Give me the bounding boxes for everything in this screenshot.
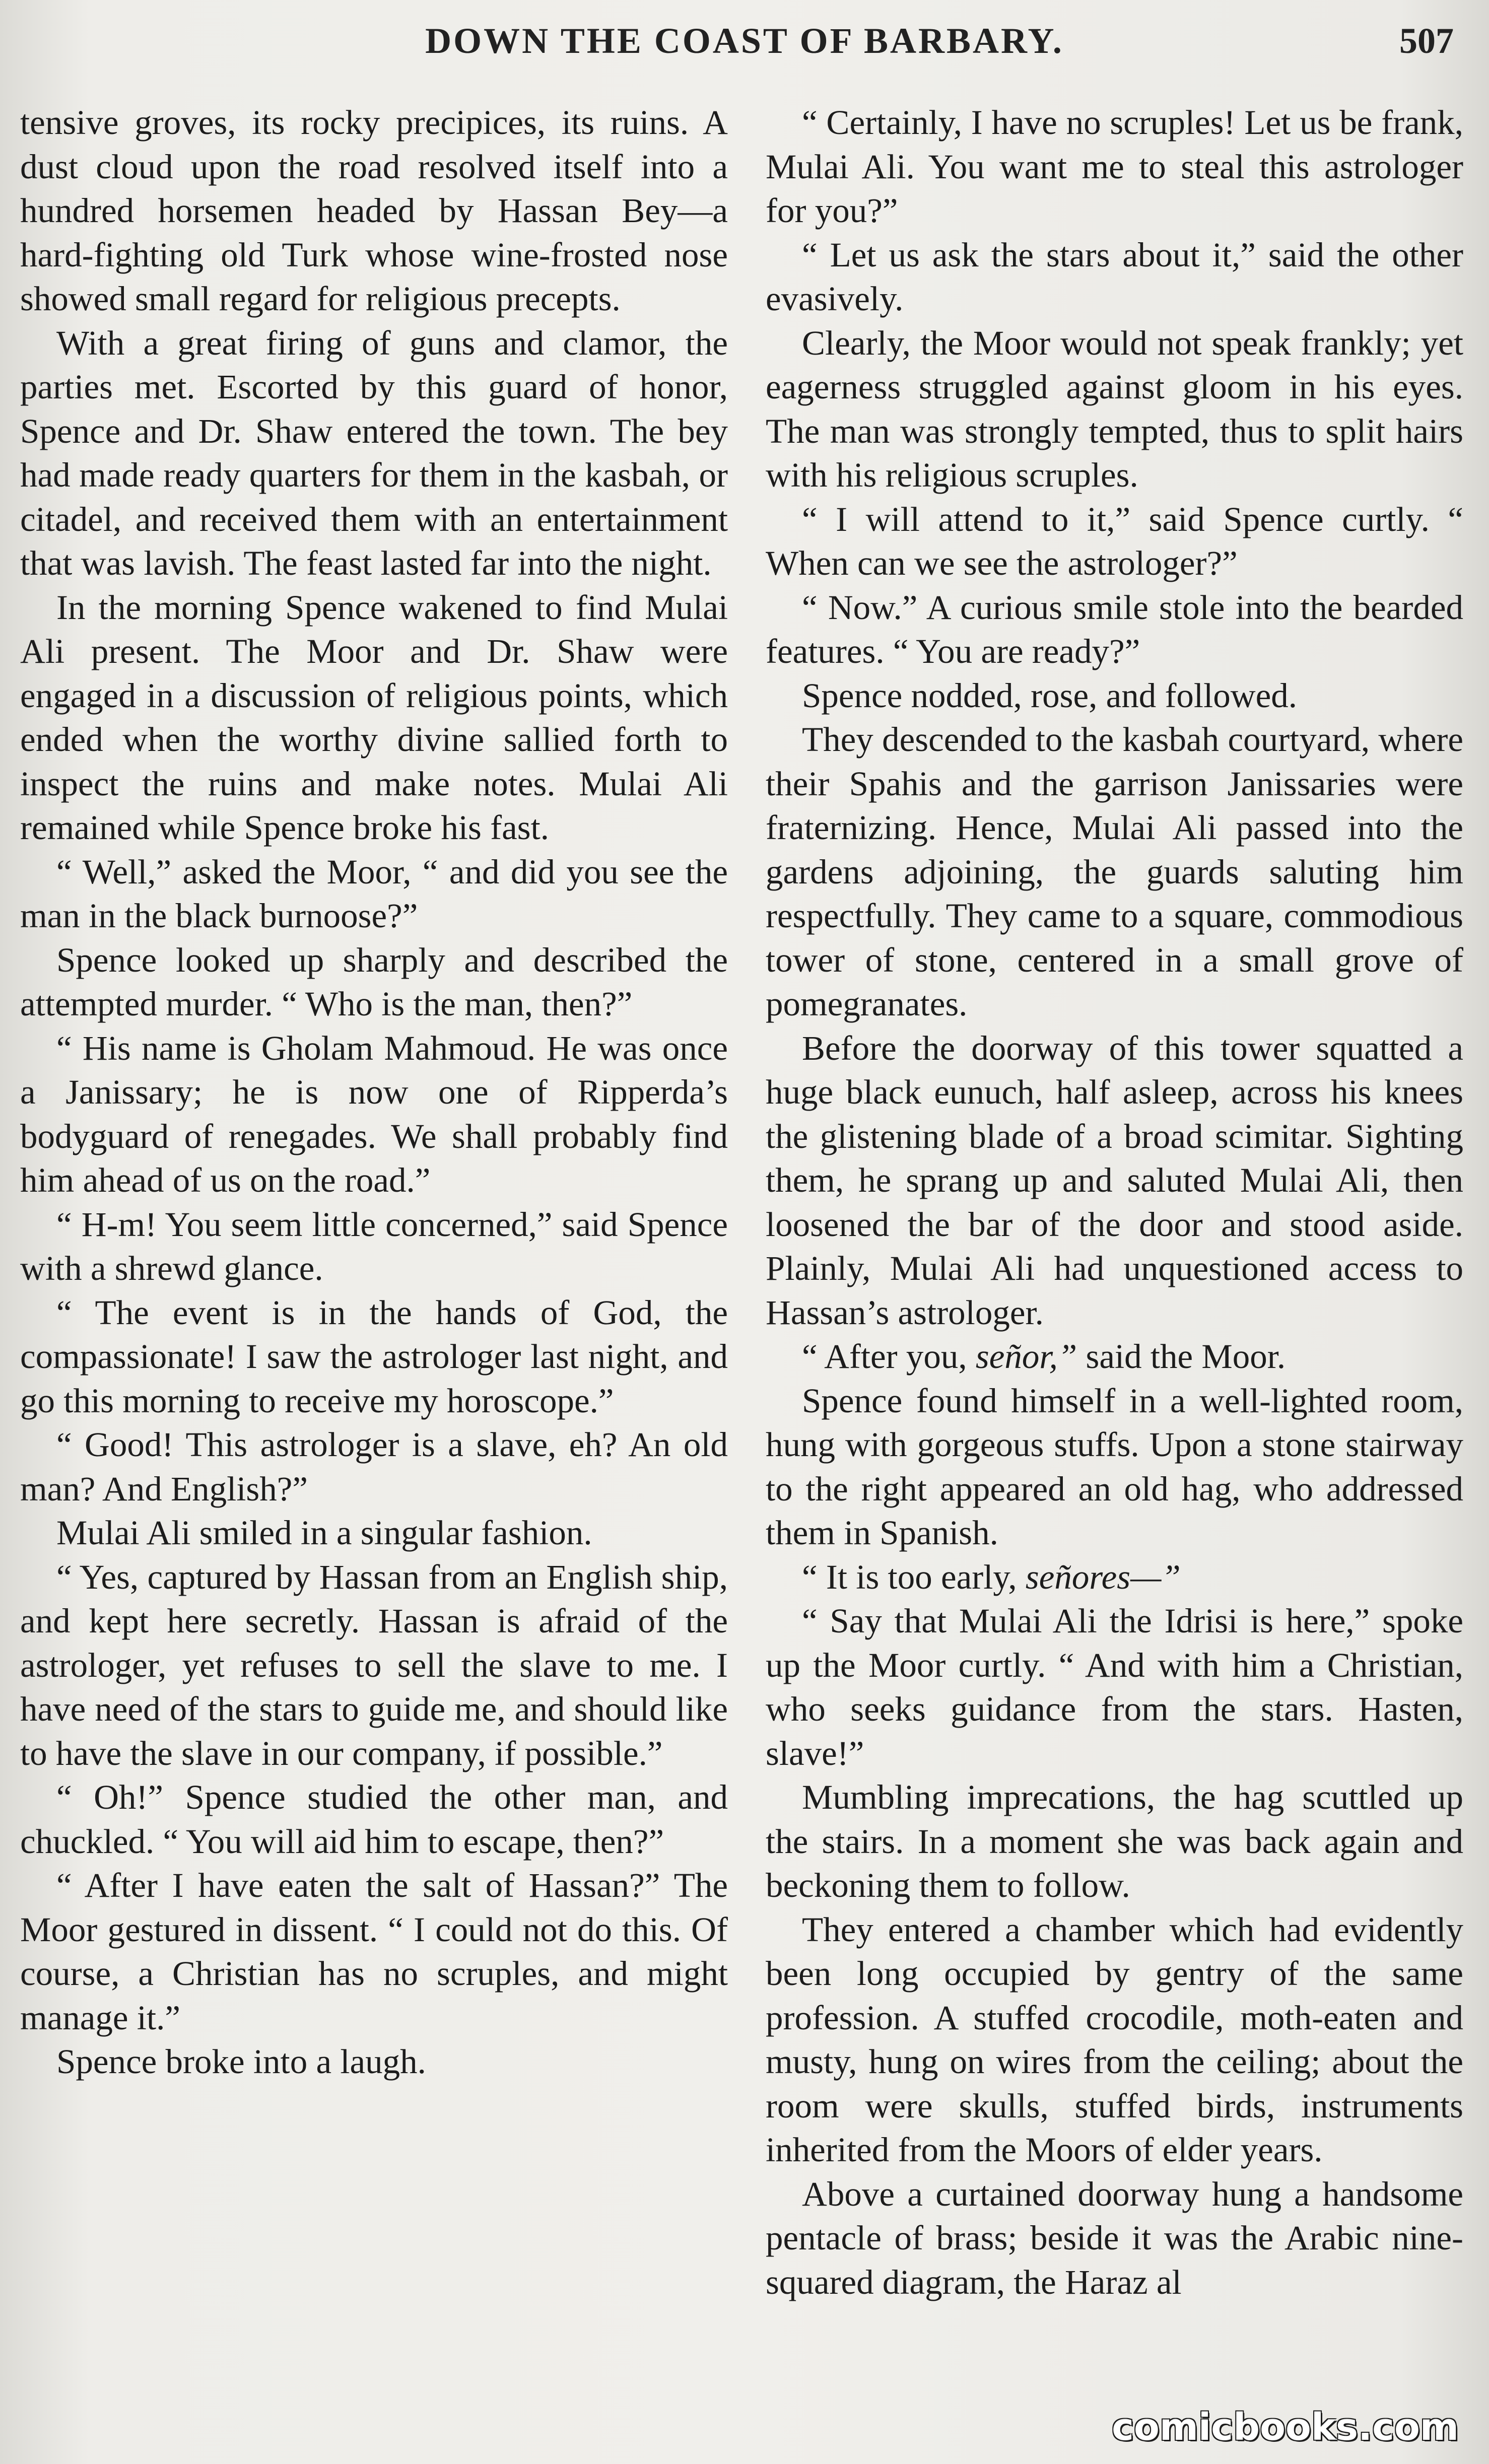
paragraph: “ Certainly, I have no scruples! Let us be frank, Mulai Ali. You want me to steal this astrologer for you?” bbox=[766, 103, 1463, 230]
paragraph: “ Good! This astrologer is a slave, eh? An old man? And English?” bbox=[20, 1425, 728, 1508]
paragraph: Before the doorway of this tower squatted a huge black eunuch, half asleep, across his knees the glistening blade of a broad scimitar. Sighting them, he sprang up and saluted Mulai Ali, then loosened the bar of the door and stood aside. Plainly, Mulai Ali had unquestioned access to Hassan’s astrologer. bbox=[766, 1029, 1463, 1332]
paragraph: “ Oh!” Spence studied the other man, and chuckled. “ You will aid him to escape, then?” bbox=[20, 1778, 728, 1861]
paragraph bbox=[766, 1335, 1463, 1379]
paragraph: Spence nodded, rose, and followed. bbox=[802, 676, 1297, 715]
paragraph bbox=[766, 1555, 1463, 1600]
paragraph: “ Say that Mulai Ali the Idrisi is here,” spoke up the Moor curtly. “ And with him a Christian, who seeks guidance from the stars. Hasten, slave!” bbox=[766, 1602, 1463, 1772]
paragraph: “ The event is in the hands of God, the compassionate! I saw the astrologer last night, and go this morning to receive my horoscope.” bbox=[20, 1293, 728, 1420]
paragraph: tensive groves, its rocky precipices, its ruins. A dust cloud upon the road resolved itself into a hundred horsemen headed by Hassan Bey—a hard-fighting old Turk whose wine-frosted nose showed small regard for religious precepts. bbox=[20, 103, 728, 318]
paragraph: They descended to the kasbah courtyard, where their Spahis and the garrison Janissaries were fraternizing. Hence, Mulai Ali passed into the gardens adjoining, the guards saluting him respectfully. They came to a square, commodious tower of stone, centered in a small grove of pomegranates. bbox=[766, 720, 1463, 1023]
paragraph: “ Yes, captured by Hassan from an English ship, and kept here secretly. Hassan is afraid of the astrologer, yet refuses to sell the slave to me. I have need of the stars to guide me, and should like to have the slave in our company, if possible.” bbox=[20, 1557, 728, 1772]
left-text-column bbox=[20, 101, 728, 2084]
page-header bbox=[20, 20, 1469, 71]
running-title: DOWN THE COAST OF BARBARY. bbox=[425, 21, 1064, 61]
paragraph: “ H-m! You seem little concerned,” said Spence with a shrewd glance. bbox=[20, 1205, 728, 1287]
paragraph: Spence broke into a laugh. bbox=[56, 2042, 426, 2081]
paragraph: Above a curtained doorway hung a handsome pentacle of brass; beside it was the Arabic nine-squared diagram, the Haraz al bbox=[766, 2174, 1463, 2301]
paragraph: In the morning Spence wakened to find Mulai Ali present. The Moor and Dr. Shaw were engaged in a discussion of religious points, which ended when the worthy divine sallied forth to inspect the ruins and make notes. Mulai Ali remained while Spence broke his fast. bbox=[20, 588, 728, 847]
paragraph: Clearly, the Moor would not speak frankly; yet eagerness struggled against gloom in his eyes. The man was strongly tempted, thus to split hairs with his religious scruples. bbox=[766, 323, 1463, 494]
paragraph: Spence looked up sharply and described the attempted murder. “ Who is the man, then?” bbox=[20, 940, 728, 1023]
paragraph-text: “ It is too early, bbox=[802, 1557, 1026, 1596]
paragraph: With a great firing of guns and clamor, the parties met. Escorted by this guard of honor, Spence and Dr. Shaw entered the town. The bey had made ready quarters for them in the kasbah, or citadel, and received them with an entertainment that was lavish. The feast lasted far into the night. bbox=[20, 323, 728, 582]
paragraph: Spence found himself in a well-lighted room, hung with gorgeous stuffs. Upon a stone stairway to the right appeared an old hag, who addressed them in Spanish. bbox=[766, 1381, 1463, 1552]
paragraph: “ His name is Gholam Mahmoud. He was once a Janissary; he is now one of Ripperda’s bodyguard of renegades. We shall probably find him ahead of us on the road.” bbox=[20, 1029, 728, 1199]
paragraph: Mumbling imprecations, the hag scuttled up the stairs. In a moment she was back again and beckoning them to follow. bbox=[766, 1778, 1463, 1904]
paragraph-text: “ After you, bbox=[802, 1337, 976, 1376]
watermark-logo: comicbooks.com bbox=[1112, 2406, 1459, 2449]
paragraph: Mulai Ali smiled in a singular fashion. bbox=[56, 1514, 592, 1552]
italic-text: señores—” bbox=[1025, 1557, 1181, 1596]
paragraph: They entered a chamber which had evidently been long occupied by gentry of the same profession. A stuffed crocodile, moth-eaten and musty, hung on wires from the ceiling; about the room were skulls, stuffed birds, instruments inherited from the Moors of elder years. bbox=[766, 1910, 1463, 2169]
paragraph: “ Well,” asked the Moor, “ and did you see the man in the black burnoose?” bbox=[20, 852, 728, 935]
paragraph-text: said the Moor. bbox=[1077, 1337, 1286, 1376]
paragraph: “ After I have eaten the salt of Hassan?” The Moor gestured in dissent. “ I could not do this. Of course, a Christian has no scruples, and might manage it.” bbox=[20, 1866, 728, 2037]
right-text-column bbox=[766, 101, 1463, 2304]
paragraph: “ Now.” A curious smile stole into the bearded features. “ You are ready?” bbox=[766, 588, 1463, 670]
page-number: 507 bbox=[1399, 21, 1454, 61]
paragraph: “ Let us ask the stars about it,” said the other evasively. bbox=[766, 235, 1463, 318]
italic-text: señor,” bbox=[975, 1337, 1077, 1376]
paragraph: “ I will attend to it,” said Spence curtly. “ When can we see the astrologer?” bbox=[766, 500, 1463, 582]
